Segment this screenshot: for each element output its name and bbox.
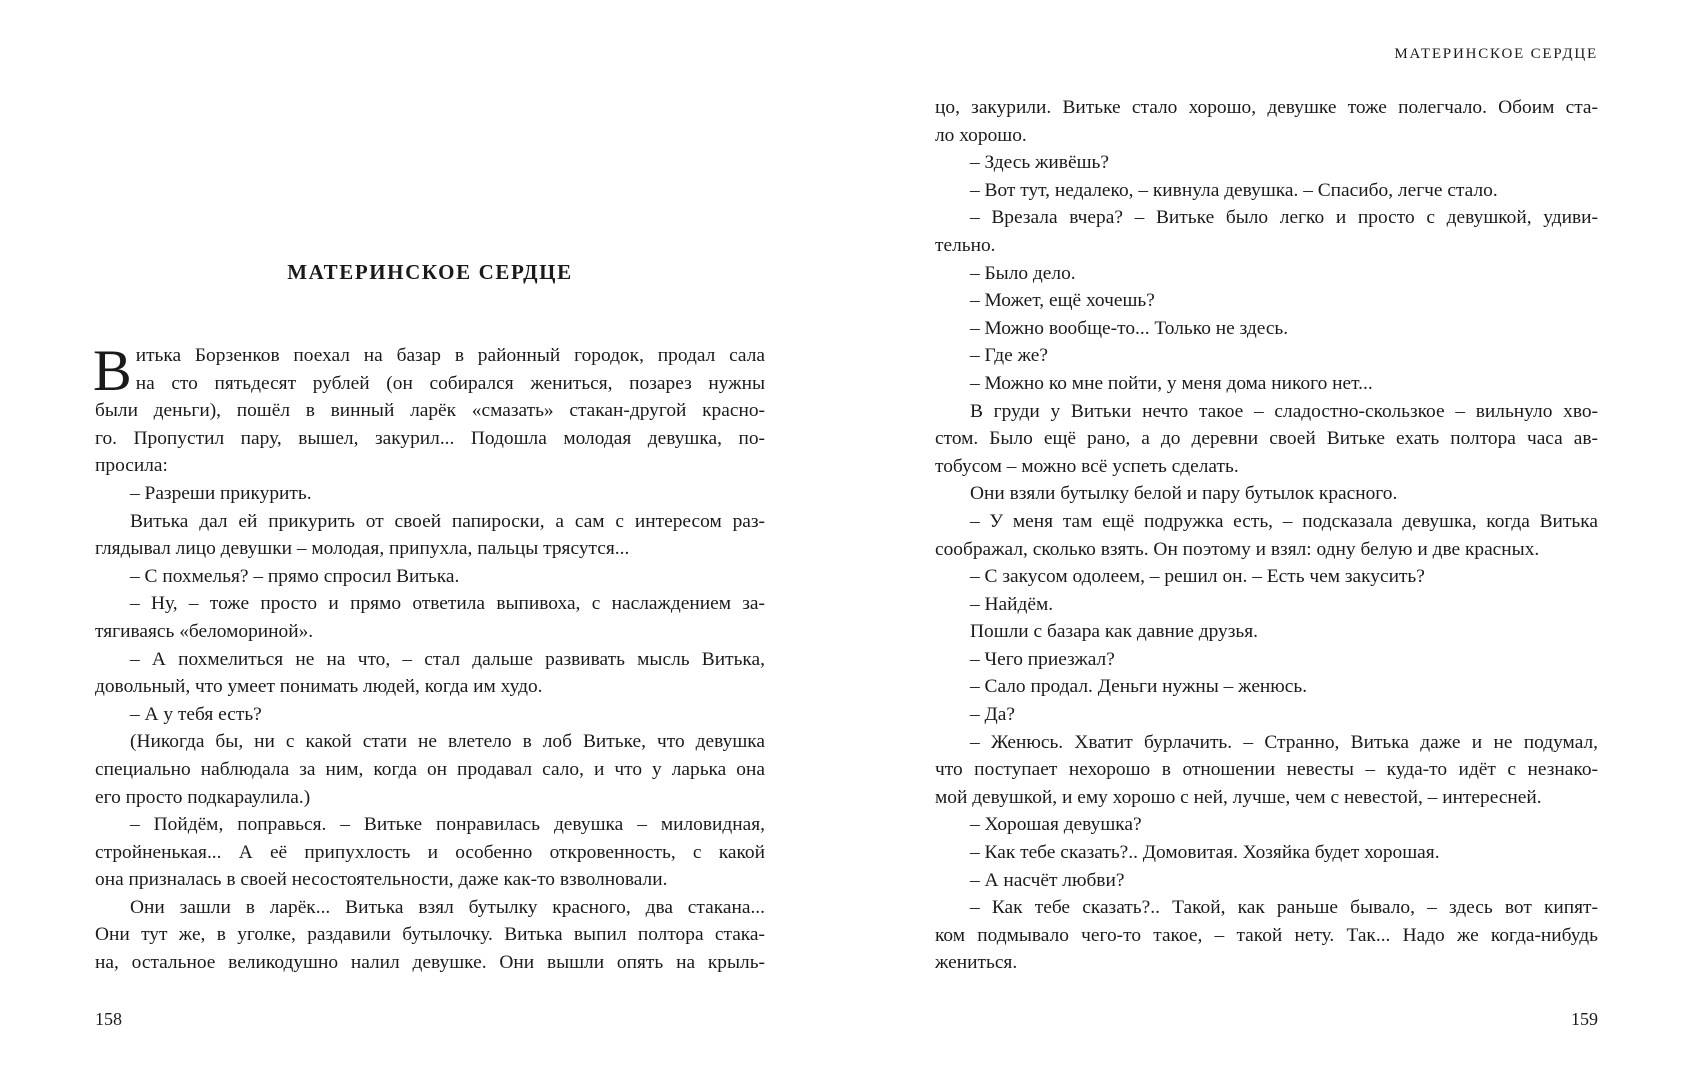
text-line: Они тут же, в уголке, раздавили бутылочку. Витька выпил полтора стака- [95, 924, 765, 946]
right-page [846, 0, 1692, 1080]
text-line: Они взяли бутылку белой и пару бутылок красного. [970, 483, 1398, 505]
text-line: глядывал лицо девушки – молодая, припухла, пальцы трясутся... [95, 538, 630, 560]
text-line: – Здесь живёшь? [970, 152, 1109, 174]
text-line: – Пойдём, поправься. – Витьке понравилась девушка – миловидная, [130, 814, 765, 836]
text-line: – Как тебе сказать?.. Домовитая. Хозяйка будет хорошая. [970, 842, 1440, 864]
text-line: довольный, что умеет понимать людей, когда им худо. [95, 676, 543, 698]
text-line: – Врезала вчера? – Витьке было легко и просто с девушкой, удиви- [970, 207, 1598, 229]
text-line: – Да? [970, 704, 1015, 726]
text-line: – Хорошая девушка? [970, 814, 1142, 836]
text-line: жениться. [935, 952, 1018, 974]
text-line: ком подмывало чего-то такое, – такой нету. Так... Надо же когда-нибудь [935, 924, 1598, 946]
text-line: – У меня там ещё подружка есть, – подсказала девушка, когда Витька [970, 510, 1598, 532]
text-line: она призналась в своей несостоятельности, даже как-то взволновали. [95, 869, 668, 891]
text-line: стройненькая... А её припухлость и особенно откровенность, с какой [95, 841, 765, 863]
text-line: на, остальное великодушно налил девушке. Они вышли опять на крыль- [95, 952, 765, 974]
text-line: – Найдём. [970, 593, 1054, 615]
drop-cap: В [93, 338, 132, 403]
text-line: специально наблюдала за ним, когда он продавал сало, и что у ларька она [95, 758, 765, 780]
text-line: его просто подкараулила.) [95, 786, 311, 808]
text-line: – Было дело. [970, 262, 1076, 284]
text-line: – Как тебе сказать?.. Такой, как раньше бывало, – здесь вот кипят- [970, 897, 1598, 919]
text-line: – Чего приезжал? [970, 648, 1115, 670]
right-page-body-text [935, 94, 1598, 977]
text-line: – С похмелья? – прямо спросил Витька. [130, 565, 460, 587]
text-line: – А у тебя есть? [130, 703, 262, 725]
text-line: тобусом – можно всё успеть сделать. [935, 455, 1239, 477]
text-line: В груди у Витьки нечто такое – сладостно-скользкое – вильнуло хво- [970, 400, 1598, 422]
text-line: что поступает нехорошо в отношении невесты – куда-то идёт с незнако- [935, 759, 1598, 781]
text-line: – А насчёт любви? [970, 869, 1125, 891]
text-line: – Можно ко мне пойти, у меня дома никого нет... [970, 372, 1373, 394]
text-line: тягиваясь «беломориной». [95, 620, 314, 642]
text-line: – Ну, – тоже просто и прямо ответила выпивоха, с наслаждением за- [130, 593, 765, 615]
text-line: – Женюсь. Хватит бурлачить. – Странно, Витька даже и не подумал, [970, 731, 1598, 753]
page-number-right: 159 [1571, 1009, 1598, 1029]
text-line: – Можно вообще-то... Только не здесь. [970, 317, 1289, 339]
text-line: были деньги), пошёл в винный ларёк «смазать» стакан-другой красно- [95, 400, 765, 422]
text-line: – С закусом одолеем, – решил он. – Есть чем закусить? [970, 566, 1425, 588]
text-line: – Разреши прикурить. [130, 482, 312, 504]
text-line: Они зашли в ларёк... Витька взял бутылку красного, два стакана... [130, 896, 765, 918]
chapter-title: МАТЕРИНСКОЕ СЕРДЦЕ [287, 260, 573, 284]
left-page-body-text [93, 338, 765, 977]
running-header: МАТЕРИНСКОЕ СЕРДЦЕ [1394, 46, 1598, 62]
text-line: (Никогда бы, ни с какой стати не влетело в лоб Витьке, что девушка [130, 731, 765, 753]
text-line: соображал, сколько взять. Он поэтому и взял: одну белую и две красных. [935, 538, 1540, 560]
text-line: мой девушкой, и ему хорошо с ней, лучше, чем с невестой, – интересней. [935, 786, 1542, 808]
text-line: го. Пропустил пару, вышел, закурил... Подошла молодая девушка, по- [95, 427, 765, 449]
text-line: – Сало продал. Деньги нужны – женюсь. [970, 676, 1308, 698]
text-line: – Где же? [970, 345, 1048, 367]
text-line: цо, закурили. Витьке стало хорошо, девушке тоже полегчало. Обоим ста- [935, 97, 1598, 118]
text-line: на сто пятьдесят рублей (он собирался жениться, позарез нужны [135, 372, 765, 394]
page-number-left: 158 [95, 1009, 122, 1029]
text-line: Пошли с базара как давние друзья. [970, 621, 1258, 643]
text-line: – Вот тут, недалеко, – кивнула девушка. – Спасибо, легче стало. [970, 179, 1498, 201]
text-line: просила: [95, 455, 168, 477]
text-line: итька Борзенков поехал на базар в районный городок, продал сала [135, 345, 765, 366]
text-line: – Может, ещё хочешь? [970, 290, 1155, 312]
text-line: Витька дал ей прикурить от своей папироски, а сам с интересом раз- [130, 510, 765, 532]
text-line: стом. Было ещё рано, а до деревни своей Витьке ехать полтора часа ав- [935, 428, 1598, 450]
text-line: ло хорошо. [935, 124, 1027, 146]
text-line: тельно. [935, 234, 996, 256]
text-line: – А похмелиться не на что, – стал дальше развивать мысль Витька, [130, 648, 765, 670]
